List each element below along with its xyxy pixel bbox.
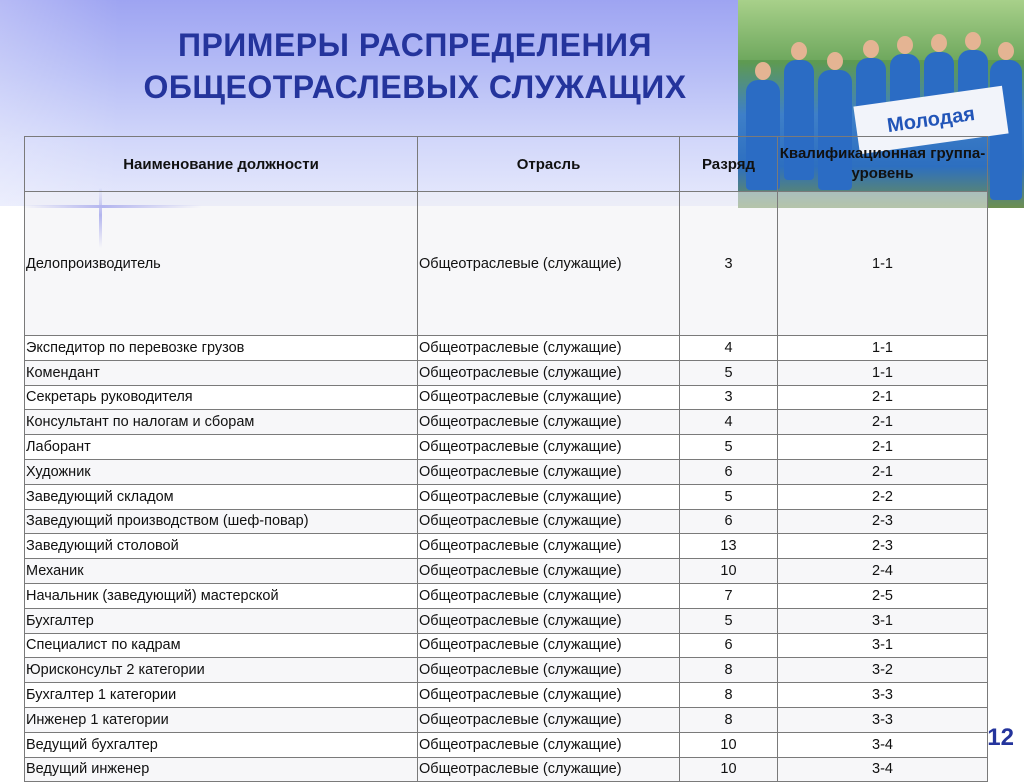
cell-qualification-group: 2-3	[778, 509, 988, 534]
table-row	[25, 608, 988, 633]
cell-sector: Общеотраслевые (служащие)	[418, 559, 680, 584]
cell-sector: Общеотраслевые (служащие)	[418, 509, 680, 534]
cell-sector: Общеотраслевые (служащие)	[418, 608, 680, 633]
cell-qualification-group: 1-1	[778, 192, 988, 336]
cell-grade: 5	[680, 360, 778, 385]
cell-qualification-group: 2-2	[778, 484, 988, 509]
cell-qualification-group: 3-1	[778, 608, 988, 633]
cell-position: Ведущий инженер	[25, 757, 418, 782]
cell-sector: Общеотраслевые (служащие)	[418, 583, 680, 608]
cell-qualification-group: 2-1	[778, 435, 988, 460]
cell-position: Художник	[25, 459, 418, 484]
table-row	[25, 192, 988, 336]
cell-sector: Общеотраслевые (служащие)	[418, 534, 680, 559]
cell-grade: 5	[680, 435, 778, 460]
cell-grade: 7	[680, 583, 778, 608]
table-row	[25, 435, 988, 460]
cell-sector: Общеотраслевые (служащие)	[418, 484, 680, 509]
cell-position: Секретарь руководителя	[25, 385, 418, 410]
cell-qualification-group: 3-4	[778, 757, 988, 782]
table-row	[25, 509, 988, 534]
cell-position: Бухгалтер	[25, 608, 418, 633]
cell-position: Заведующий складом	[25, 484, 418, 509]
positions-table	[24, 136, 988, 782]
cell-grade: 8	[680, 707, 778, 732]
table-header-row	[25, 137, 988, 192]
table-row	[25, 658, 988, 683]
cell-qualification-group: 3-2	[778, 658, 988, 683]
table-row	[25, 336, 988, 361]
cell-position: Экспедитор по перевозке грузов	[25, 336, 418, 361]
cell-sector: Общеотраслевые (служащие)	[418, 385, 680, 410]
cell-grade: 3	[680, 192, 778, 336]
cell-position: Юрисконсульт 2 категории	[25, 658, 418, 683]
cell-position: Инженер 1 категории	[25, 707, 418, 732]
cell-qualification-group: 2-4	[778, 559, 988, 584]
table-row	[25, 534, 988, 559]
table-row	[25, 484, 988, 509]
page-number: 12	[987, 724, 1014, 751]
slide-title	[110, 24, 720, 108]
table-row	[25, 459, 988, 484]
cell-sector: Общеотраслевые (служащие)	[418, 757, 680, 782]
table-row	[25, 732, 988, 757]
cell-qualification-group: 1-1	[778, 360, 988, 385]
cell-qualification-group: 2-1	[778, 385, 988, 410]
cell-sector: Общеотраслевые (служащие)	[418, 192, 680, 336]
cell-grade: 10	[680, 757, 778, 782]
cell-grade: 8	[680, 683, 778, 708]
cell-position: Консультант по налогам и сборам	[25, 410, 418, 435]
cell-grade: 13	[680, 534, 778, 559]
cell-grade: 5	[680, 608, 778, 633]
table-row	[25, 559, 988, 584]
column-header-qualification-group: Квалификационная группа-уровень	[778, 137, 988, 192]
cell-grade: 8	[680, 658, 778, 683]
cell-qualification-group: 3-3	[778, 683, 988, 708]
cell-qualification-group: 2-1	[778, 410, 988, 435]
cell-sector: Общеотраслевые (служащие)	[418, 732, 680, 757]
cell-position: Специалист по кадрам	[25, 633, 418, 658]
cell-qualification-group: 3-1	[778, 633, 988, 658]
cell-qualification-group: 2-5	[778, 583, 988, 608]
cell-position: Ведущий бухгалтер	[25, 732, 418, 757]
cell-grade: 10	[680, 732, 778, 757]
table-row	[25, 410, 988, 435]
cell-sector: Общеотраслевые (служащие)	[418, 683, 680, 708]
table-row	[25, 385, 988, 410]
cell-grade: 4	[680, 410, 778, 435]
cell-sector: Общеотраслевые (служащие)	[418, 336, 680, 361]
cell-position: Механик	[25, 559, 418, 584]
table-row	[25, 683, 988, 708]
column-header-grade: Разряд	[680, 137, 778, 192]
table-row	[25, 360, 988, 385]
cell-sector: Общеотраслевые (служащие)	[418, 658, 680, 683]
cell-grade: 4	[680, 336, 778, 361]
cell-grade: 10	[680, 559, 778, 584]
cell-grade: 6	[680, 509, 778, 534]
slide-title-line2: ОБЩЕОТРАСЛЕВЫХ СЛУЖАЩИХ	[143, 69, 687, 105]
cell-position: Комендант	[25, 360, 418, 385]
cell-position: Заведующий столовой	[25, 534, 418, 559]
cell-grade: 5	[680, 484, 778, 509]
cell-qualification-group: 2-3	[778, 534, 988, 559]
slide-title-line1: ПРИМЕРЫ РАСПРЕДЕЛЕНИЯ	[177, 27, 653, 63]
cell-position: Бухгалтер 1 категории	[25, 683, 418, 708]
column-header-sector: Отрасль	[418, 137, 680, 192]
table-row	[25, 707, 988, 732]
cell-position: Начальник (заведующий) мастерской	[25, 583, 418, 608]
photo-banner: Молодая	[853, 86, 1008, 154]
cell-position: Делопроизводитель	[25, 192, 418, 336]
cell-grade: 6	[680, 633, 778, 658]
cell-qualification-group: 3-4	[778, 732, 988, 757]
cell-sector: Общеотраслевые (служащие)	[418, 360, 680, 385]
cell-sector: Общеотраслевые (служащие)	[418, 435, 680, 460]
table-row	[25, 583, 988, 608]
cell-sector: Общеотраслевые (служащие)	[418, 459, 680, 484]
cell-sector: Общеотраслевые (служащие)	[418, 707, 680, 732]
cell-qualification-group: 1-1	[778, 336, 988, 361]
cell-position: Лаборант	[25, 435, 418, 460]
table-row	[25, 633, 988, 658]
cell-position: Заведующий производством (шеф-повар)	[25, 509, 418, 534]
table-row	[25, 757, 988, 782]
cell-sector: Общеотраслевые (служащие)	[418, 633, 680, 658]
cell-qualification-group: 3-3	[778, 707, 988, 732]
column-header-position: Наименование должности	[25, 137, 418, 192]
cell-qualification-group: 2-1	[778, 459, 988, 484]
cell-grade: 6	[680, 459, 778, 484]
cell-sector: Общеотраслевые (служащие)	[418, 410, 680, 435]
cell-grade: 3	[680, 385, 778, 410]
